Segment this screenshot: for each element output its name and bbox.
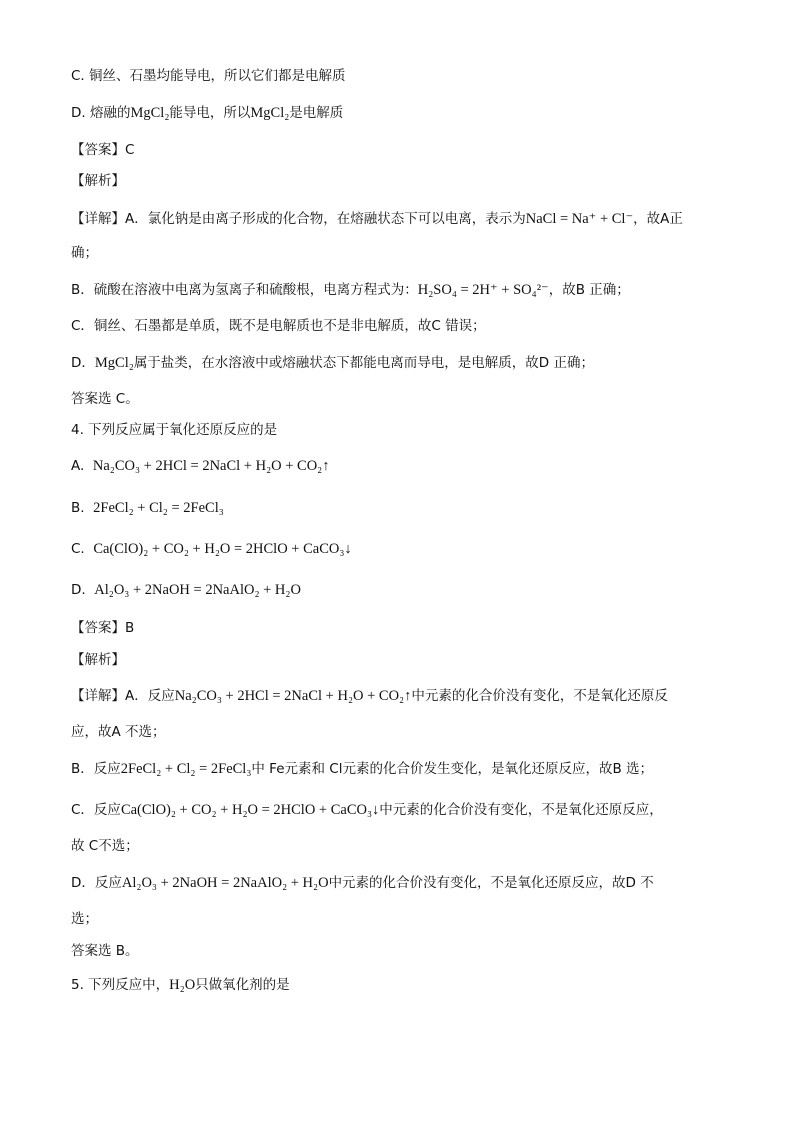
q4-detail-d-formula: Al₂O₃ + 2NaOH = 2NaAlO₂ + H₂O [121,875,329,891]
q4-option-b-formula: 2FeCl₂ + Cl₂ = 2FeCl₃ [93,500,224,516]
q4-detail-c-prefix: C．反应 [71,802,121,818]
q4-detail-c-line1 [71,800,731,820]
q3-answer [71,140,731,160]
q4-detail-c-suffix: 中元素的化合价没有变化，不是氧化还原反应， [379,802,663,818]
q3-option-d [71,103,731,123]
q3-detail-a-line2: 确； [71,245,98,261]
q4-option-a-label: A. [71,458,85,474]
q4-conclusion: 答案选 B。 [71,943,139,959]
q3-option-d-formula-1: MgCl₂ [130,105,170,121]
q3-detail-d-formula: MgCl₂ [94,355,134,371]
q3-detail-d [71,353,731,373]
q4-detail-b [71,759,731,779]
q4-detail-b-suffix: 中 Fe元素和 Cl元素的化合价发生变化，是氧化还原反应，故B 选； [251,761,654,777]
q4-stem: 4. 下列反应属于氧化还原反应的是 [71,422,278,438]
q4-detail-b-prefix: B．反应 [71,761,121,777]
q4-detail-b-formula: 2FeCl₂ + Cl₂ = 2FeCl₃ [120,761,252,777]
q4-option-d [71,580,731,600]
q3-detail-a-text: A．氯化钠是由离子形成的化合物，在熔融状态下可以电离，表示为 [125,211,526,227]
q3-detail-b-formula: H₂SO₄ = 2H⁺ + SO₄²⁻ [417,282,549,298]
q4-detail-d-line2: 选； [71,911,98,927]
q3-option-d-suffix: 是电解质 [289,105,344,121]
q4-analysis-tag: 【解析】 [71,652,125,668]
q4-detail-d-line1 [71,873,731,893]
q4-detail-a-line1 [71,686,731,706]
answer-tag: 【答案】 [71,142,125,158]
q3-detail-a-formula: NaCl = Na⁺ + Cl⁻ [525,211,634,227]
q3-option-d-formula-2: MgCl₂ [250,105,290,121]
answer-tag: 【答案】 [71,620,125,636]
q4-detail-a-suffix: 中元素的化合价没有变化，不是氧化还原反 [411,688,668,704]
q4-answer [71,618,731,638]
q4-option-b [71,498,731,518]
q4-detail-a-prefix: A．反应 [125,688,175,704]
answer-value: C [125,142,135,158]
q5-stem-prefix: 5. 下列反应中， [71,977,170,993]
q4-option-d-formula: Al₂O₃ + 2NaOH = 2NaAlO₂ + H₂O [94,582,301,598]
q4-option-d-label: D. [71,582,86,598]
q4-option-b-label: B. [71,500,85,516]
q4-detail-a-formula: Na₂CO₃ + 2HCl = 2NaCl + H₂O + CO₂↑ [174,688,412,704]
q3-detail-b-suffix: ，故B 正确； [548,282,630,298]
q3-option-d-prefix: D. 熔融的 [71,105,131,121]
q4-detail-d-prefix: D．反应 [71,875,122,891]
q3-detail-b-text: B．硫酸在溶液中电离为氢离子和硫酸根，电离方程式为： [71,282,418,298]
q4-option-a-formula: Na₂CO₃ + 2HCl = 2NaCl + H₂O + CO₂↑ [92,458,330,474]
q4-option-c-formula: Ca(ClO)₂ + CO₂ + H₂O = 2HClO + CaCO₃↓ [93,541,352,557]
q3-detail-b [71,280,731,300]
q3-conclusion: 答案选 C。 [71,391,139,407]
q4-detail-d-suffix: 中元素的化合价没有变化，不是氧化还原反应，故D 不 [328,875,654,891]
q3-detail-d-text: 属于盐类，在水溶液中或熔融状态下都能电离而导电，是电解质，故D 正确； [133,355,594,371]
q3-detail-d-prefix: D． [71,355,95,371]
detail-tag: 【详解】 [71,688,125,704]
q3-option-c: C. 铜丝、石墨均能导电，所以它们都是电解质 [71,68,346,84]
q4-option-c-label: C. [71,541,85,557]
q5-stem-suffix: 只做氧化剂的是 [195,977,290,993]
q3-option-d-mid: 能导电，所以 [169,105,251,121]
q3-analysis-tag: 【解析】 [71,173,125,189]
q5-stem-formula: H₂O [169,977,196,993]
detail-tag: 【详解】 [71,211,125,227]
q3-detail-a-line1 [71,209,731,229]
q4-option-a [71,456,731,476]
q4-detail-c-formula: Ca(ClO)₂ + CO₂ + H₂O = 2HClO + CaCO₃↓ [120,802,380,818]
q3-detail-a-suffix: ，故A正 [633,211,683,227]
q4-option-c [71,539,731,559]
q3-detail-c: C．铜丝、石墨都是单质，既不是电解质也不是非电解质，故C 错误； [71,318,486,334]
answer-value: B [125,620,135,636]
q4-detail-c-line2: 故 C不选； [71,838,139,854]
q5-stem [71,975,731,995]
q4-detail-a-line2: 应，故A 不选； [71,724,166,740]
